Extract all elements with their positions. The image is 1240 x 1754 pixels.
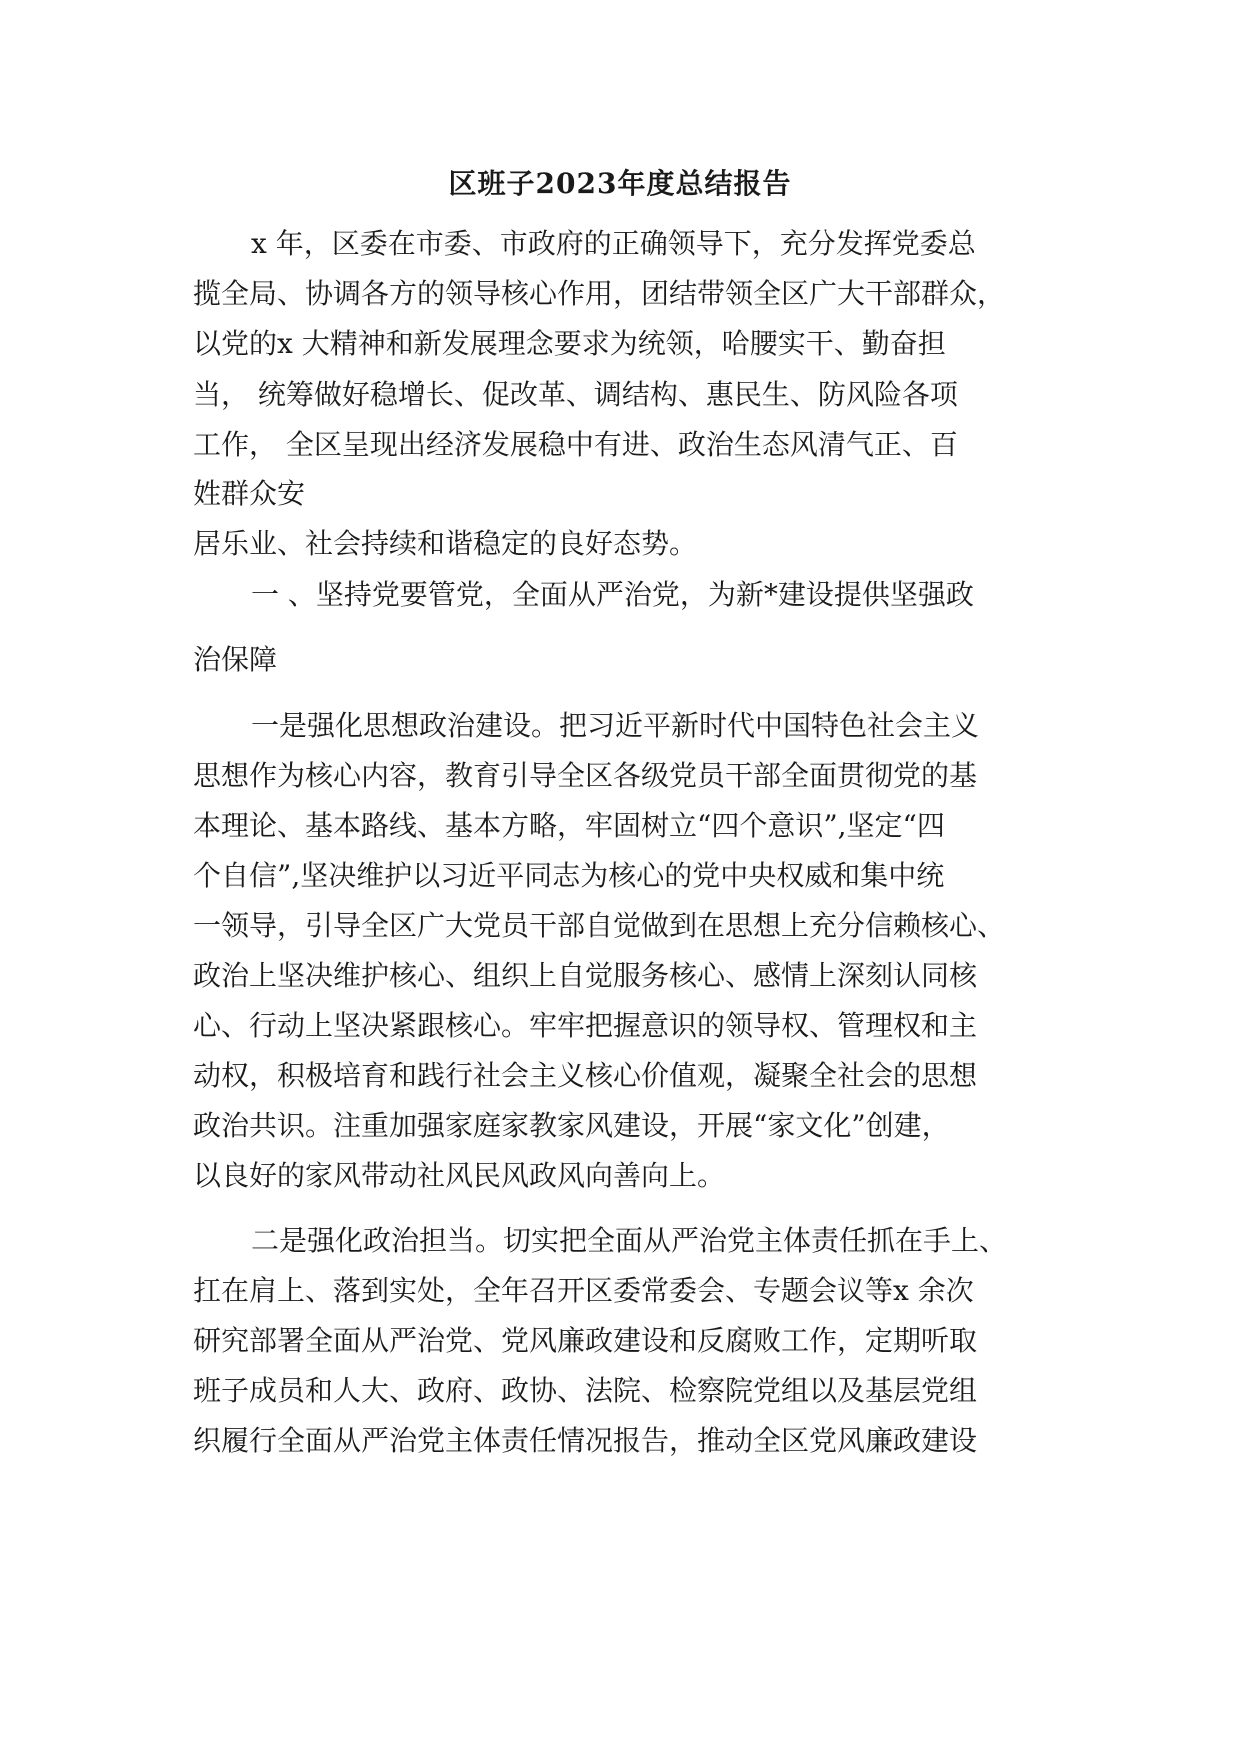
paragraph-line: 政治上坚决维护核心、组织上自觉服务核心、感情上深刻认同核 <box>193 959 978 992</box>
paragraph-line: 以良好的家风带动社风民风政风向善向上。 <box>193 1159 726 1192</box>
paragraph-line: 织履行全面从严治党主体责任情况报告，推动全区党风廉政建设 <box>193 1424 978 1457</box>
paragraph-line: 一是强化思想政治建设。把习近平新时代中国特色社会主义 <box>251 709 980 742</box>
paragraph-line: 当， 统筹做好稳增长、促改革、调结构、惠民生、防风险各项 <box>193 378 958 411</box>
paragraph-line: 政治共识。注重加强家庭家教家风建设，开展“家文化”创建， <box>193 1109 950 1142</box>
paragraph-line: 居乐业、社会持续和谐稳定的良好态势。 <box>193 527 698 560</box>
paragraph-line: 思想作为核心内容，教育引导全区各级党员干部全面贯彻党的基 <box>193 759 978 792</box>
paragraph-line: x 年，区委在市委、市政府的正确领导下，充分发挥党委总 <box>251 227 976 260</box>
paragraph-line: 姓群众安 <box>193 477 306 510</box>
paragraph-line: 扛在肩上、落到实处，全年召开区委常委会、专题会议等x 余次 <box>193 1274 974 1307</box>
paragraph-line: 工作， 全区呈现出经济发展稳中有进、政治生态风清气正、百 <box>193 428 958 461</box>
paragraph-line: 揽全局、协调各方的领导核心作用，团结带领全区广大干部群众， <box>193 277 1006 310</box>
paragraph-line: 个自信”,坚决维护以习近平同志为核心的党中央权威和集中统 <box>193 859 945 892</box>
paragraph-line: 一领导，引导全区广大党员干部自觉做到在思想上充分信赖核心、 <box>193 909 1006 942</box>
section-heading: 一 、坚持党要管党，全面从严治党，为新*建设提供坚强政 <box>251 578 974 611</box>
paragraph-line: 研究部署全面从严治党、党风廉政建设和反腐败工作，定期听取 <box>193 1324 978 1357</box>
paragraph-line: 以党的x 大精神和新发展理念要求为统领，哈腰实干、勤奋担 <box>193 327 946 360</box>
paragraph-line: 心、行动上坚决紧跟核心。牢牢把握意识的领导权、管理权和主 <box>193 1009 978 1042</box>
paragraph-line: 本理论、基本路线、基本方略，牢固树立“四个意识”,坚定“四 <box>193 809 945 842</box>
paragraph-line: 动权，积极培育和践行社会主义核心价值观，凝聚全社会的思想 <box>193 1059 978 1092</box>
section-heading-continued: 治保障 <box>193 643 278 676</box>
document-title: 区班子2023年度总结报告 <box>448 167 792 200</box>
paragraph-line: 二是强化政治担当。切实把全面从严治党主体责任抓在手上、 <box>251 1224 1008 1257</box>
paragraph-line: 班子成员和人大、政府、政协、法院、检察院党组以及基层党组 <box>193 1374 978 1407</box>
